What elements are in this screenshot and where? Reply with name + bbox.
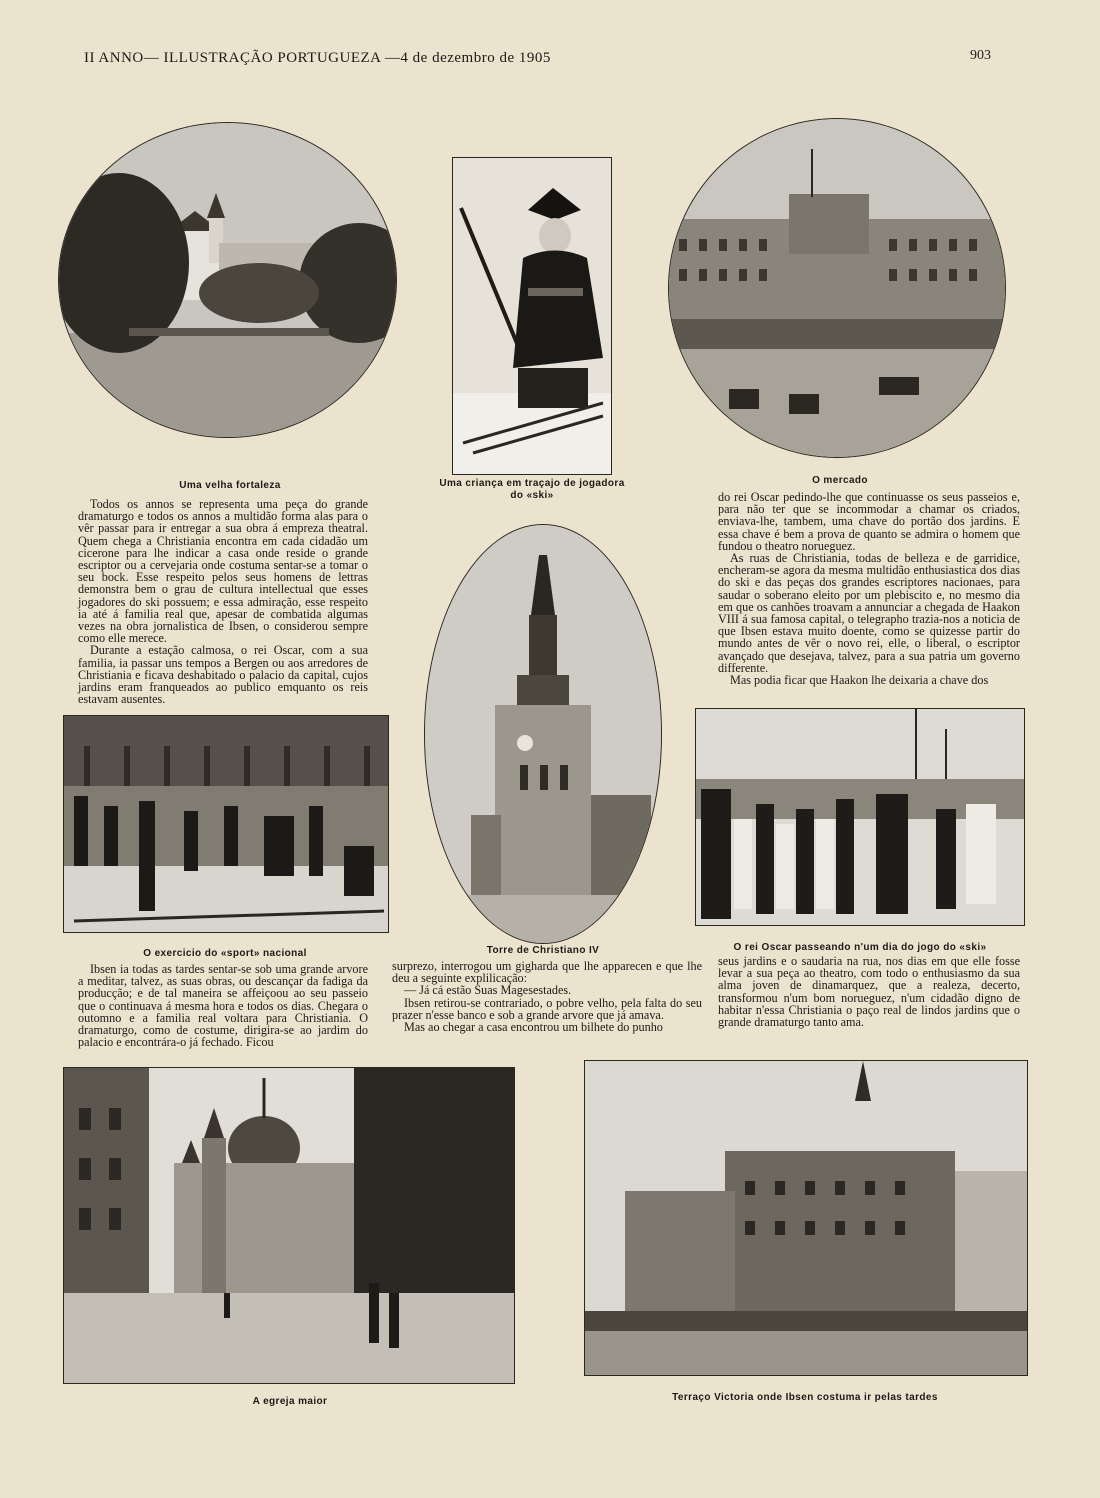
paragraph: Ibsen ia todas as tardes sentar-se sob uma grande arvore a meditar, talvez, as suas obras, ou descançar da fadiga da producção; e de tal maneira se affeiçoou ao seu passeio que o continuava á mesma hora e todos os dias. Chegara o outomno e a familia real voltara para Christiania. O dramaturgo, como de costume, dirigira-se ao jardim do palacio e encontrára-o já fechado. Ficou (78, 962, 368, 1050)
paragraph: Mas podia ficar que Haakon lhe deixaria a chave dos (730, 673, 989, 688)
caption-victoria-terrace: Terraço Victoria onde Ibsen costuma ir pelas tardes (672, 1392, 938, 1403)
paragraph: Ibsen retirou-se contrariado, o pobre velho, pela falta do seu prazer n'esse banco e sob a grande arvore que já amava. (392, 995, 702, 1022)
caption-cathedral: A egreja maior (252, 1396, 328, 1407)
paragraph: seus jardins e o saudaria na rua, nos dias em que elle fosse levar a sua peça ao theatro, com todo o enthusiasmo da sua alma joven de dinamarquez, que a realeza, decerto, transformou n'um bom norueguez, n'um cidadão digno de habitar n'essa Christiania o paço real de lindos jardins que o grande dramaturgo tanto ama. (718, 954, 1020, 1030)
article-text-right-bottom (718, 955, 1020, 1028)
paragraph: Durante a estação calmosa, o rei Oscar, com a sua familia, ia passar uns tempos a Bergen ou aos arredores de Christiania e ficava deshabitado o palacio da capital, cujos jardins eram franqueados ao publico emquanto os reis estavam ausentes. (78, 643, 368, 707)
article-text-left-top (78, 498, 368, 705)
photo-ski-sport (63, 715, 389, 933)
article-text-center-bottom (392, 960, 702, 1033)
photo-cathedral (63, 1067, 515, 1384)
paragraph: Mas ao chegar a casa encontrou um bilhete do punho (404, 1020, 663, 1035)
paragraph: do rei Oscar pedindo-lhe que continuasse os seus passeios e, para não ter que se incommodar a chamar os criados, enviava-lhe, tambem, uma chave do portão dos jardins. E essa chave é bem a prova de quanto se admira o homem que fundou o theatro norueguez. (718, 490, 1020, 553)
article-text-right-top (718, 491, 1020, 686)
page-number: 903 (970, 48, 991, 63)
photo-victoria-terrace (584, 1060, 1028, 1376)
caption-child-skier: Uma criança em traçajo de jogadora do «ski» (439, 478, 625, 501)
caption-tower: Torre de Christiano IV (486, 945, 600, 956)
paragraph: — Já cá estão Suas Magesestades. (404, 983, 572, 998)
caption-king-oscar: O rei Oscar passeando n'um dia do jogo do «ski» (733, 942, 987, 953)
caption-market: O mercado (812, 475, 868, 486)
caption-ski-sport: O exercicio do «sport» nacional (143, 948, 307, 959)
article-text-left-bottom (78, 963, 368, 1048)
paragraph: surprezo, interrogou um gigharda que lhe apparecen e que lhe deu a seguinte explilicação: (392, 959, 702, 986)
caption-fortress: Uma velha fortaleza (179, 480, 281, 491)
photo-fortress (58, 122, 397, 438)
photo-tower (424, 524, 662, 944)
paragraph: Todos os annos se representa uma peça do grande dramaturgo e todos os annos a multidão forma alas para o vêr passar para ir entregar a sua obra á empreza theatral. Quem chega a Christiania encontra em cada cidadão um cicerone para lhe indicar a casa onde reside o grande escriptor ou a cervejaria onde costuma sentar-se a tomar o seu bock. Esse respeito pelos seus homens de lettras demonstra bem o grau de cultura intellectual que esses jogadores do ski possuem; e essa admiração, esse respeito ia até á familia real que, apesar de combatida algumas vezes na obra jornalistica de Ibsen, o considerou sempre como elle merece. (78, 497, 368, 646)
photo-king-oscar (695, 708, 1025, 926)
running-header: II ANNO— ILLUSTRAÇÃO PORTUGUEZA —4 de dezembro de 1905 (84, 50, 551, 66)
photo-market (668, 118, 1006, 458)
paragraph: As ruas de Christiania, todas de belleza e de garridice, encheram-se agora da mesma multidão enthusiastica dos dias do ski e das peças dos grandes escriptores nacionaes, para saudar o soberano eleito por um plebiscito e, no mesmo dia em que os canhões troavam a annunciar a chegada de Haakon VIII á sua famosa capital, o telegrapho trazia-nos a noticia de que Ibsen estava muito doente, como se quizesse partir do mundo antes de vêr o novo rei, elle, o liberal, o escriptor avançado que desejava, talvez, para a sua patria um governo differente. (718, 551, 1020, 675)
photo-child-skier (452, 157, 612, 475)
